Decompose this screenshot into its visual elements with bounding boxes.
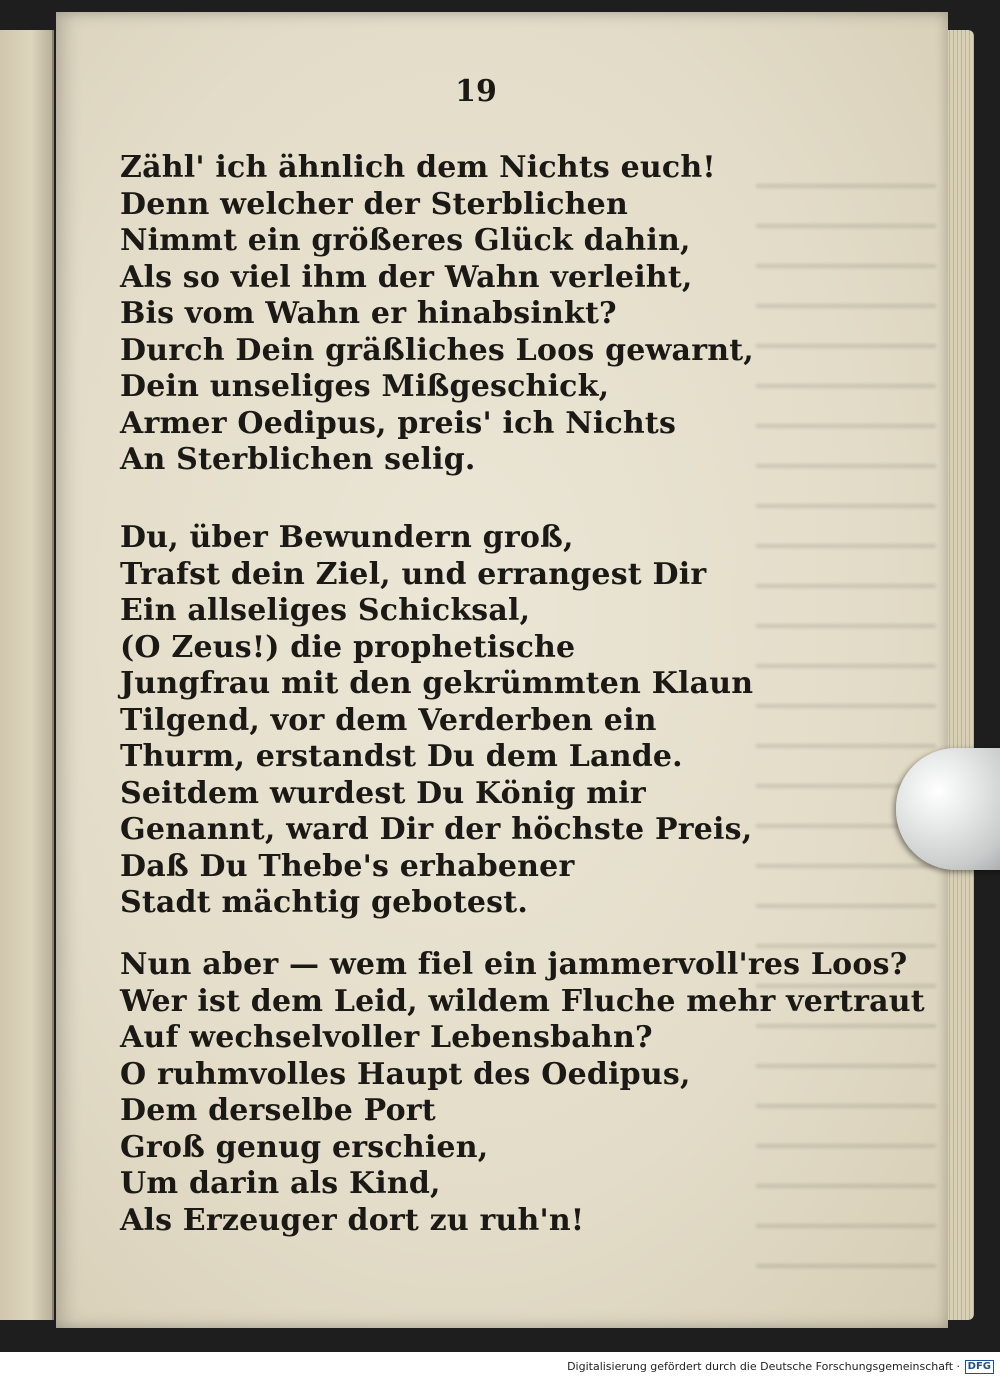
verse-line: Nimmt ein größeres Glück dahin, [120, 223, 691, 258]
verse-line: Trafst dein Ziel, und errangest Dir [120, 556, 707, 592]
verse-line: Durch Dein gräßliches Loos gewarnt, [120, 332, 754, 368]
verse-line: Stadt mächtig gebotest. [120, 885, 528, 920]
verse-line: Tilgend, vor dem Verderben ein [120, 702, 657, 738]
left-page-edge [0, 30, 54, 1320]
verse-line: Armer Oedipus, preis' ich Nichts [120, 405, 677, 441]
verse-line: Genannt, ward Dir der höchste Preis, [120, 812, 753, 847]
verse-line: Wer ist dem Leid, wildem Fluche mehr vertraut [120, 983, 925, 1019]
digitization-credit: Digitalisierung gefördert durch die Deutsche Forschungsgemeinschaft · [567, 1360, 960, 1373]
verse-line: Um darin als Kind, [120, 1166, 441, 1201]
verse-line: Ein allseliges Schicksal, [120, 593, 531, 628]
verse-line: Daß Du Thebe's erhabener [120, 848, 575, 884]
verse-line: Denn welcher der Sterblichen [120, 186, 628, 222]
verse-line: Thurm, erstandst Du dem Lande. [120, 739, 683, 774]
stanza-1 [120, 150, 880, 479]
verse-line: Seitdem wurdest Du König mir [120, 775, 646, 811]
dfg-logo: DFG [965, 1360, 994, 1374]
verse-line: Dem derselbe Port [120, 1093, 436, 1128]
verse-line: Als so viel ihm der Wahn verleiht, [120, 259, 693, 295]
verse-line: Zähl' ich ähnlich dem Nichts euch! [120, 150, 716, 185]
verse-line: O ruhmvolles Haupt des Oedipus, [120, 1056, 691, 1092]
book-page [56, 12, 948, 1328]
verse-line: Nun aber — wem fiel ein jammervoll'res Loos? [120, 947, 908, 982]
verse-line: Als Erzeuger dort zu ruh'n! [120, 1202, 585, 1238]
verse-line: An Sterblichen selig. [120, 442, 476, 477]
verse-line: Auf wechselvoller Lebensbahn? [120, 1020, 653, 1055]
verse-line: Groß genug erschien, [120, 1129, 489, 1165]
verse-line: Jungfrau mit den gekrümmten Klaun [120, 666, 754, 701]
verse-line: Dein unseliges Mißgeschick, [120, 369, 610, 404]
verse-line: (O Zeus!) die prophetische [120, 629, 576, 665]
page-number: 19 [455, 74, 497, 109]
verse-line: Du, über Bewundern groß, [120, 520, 574, 555]
stanza-2 [120, 520, 880, 922]
footer-bar [0, 1352, 1000, 1381]
stanza-3 [120, 947, 925, 1239]
verse-line: Bis vom Wahn er hinabsinkt? [120, 296, 617, 331]
